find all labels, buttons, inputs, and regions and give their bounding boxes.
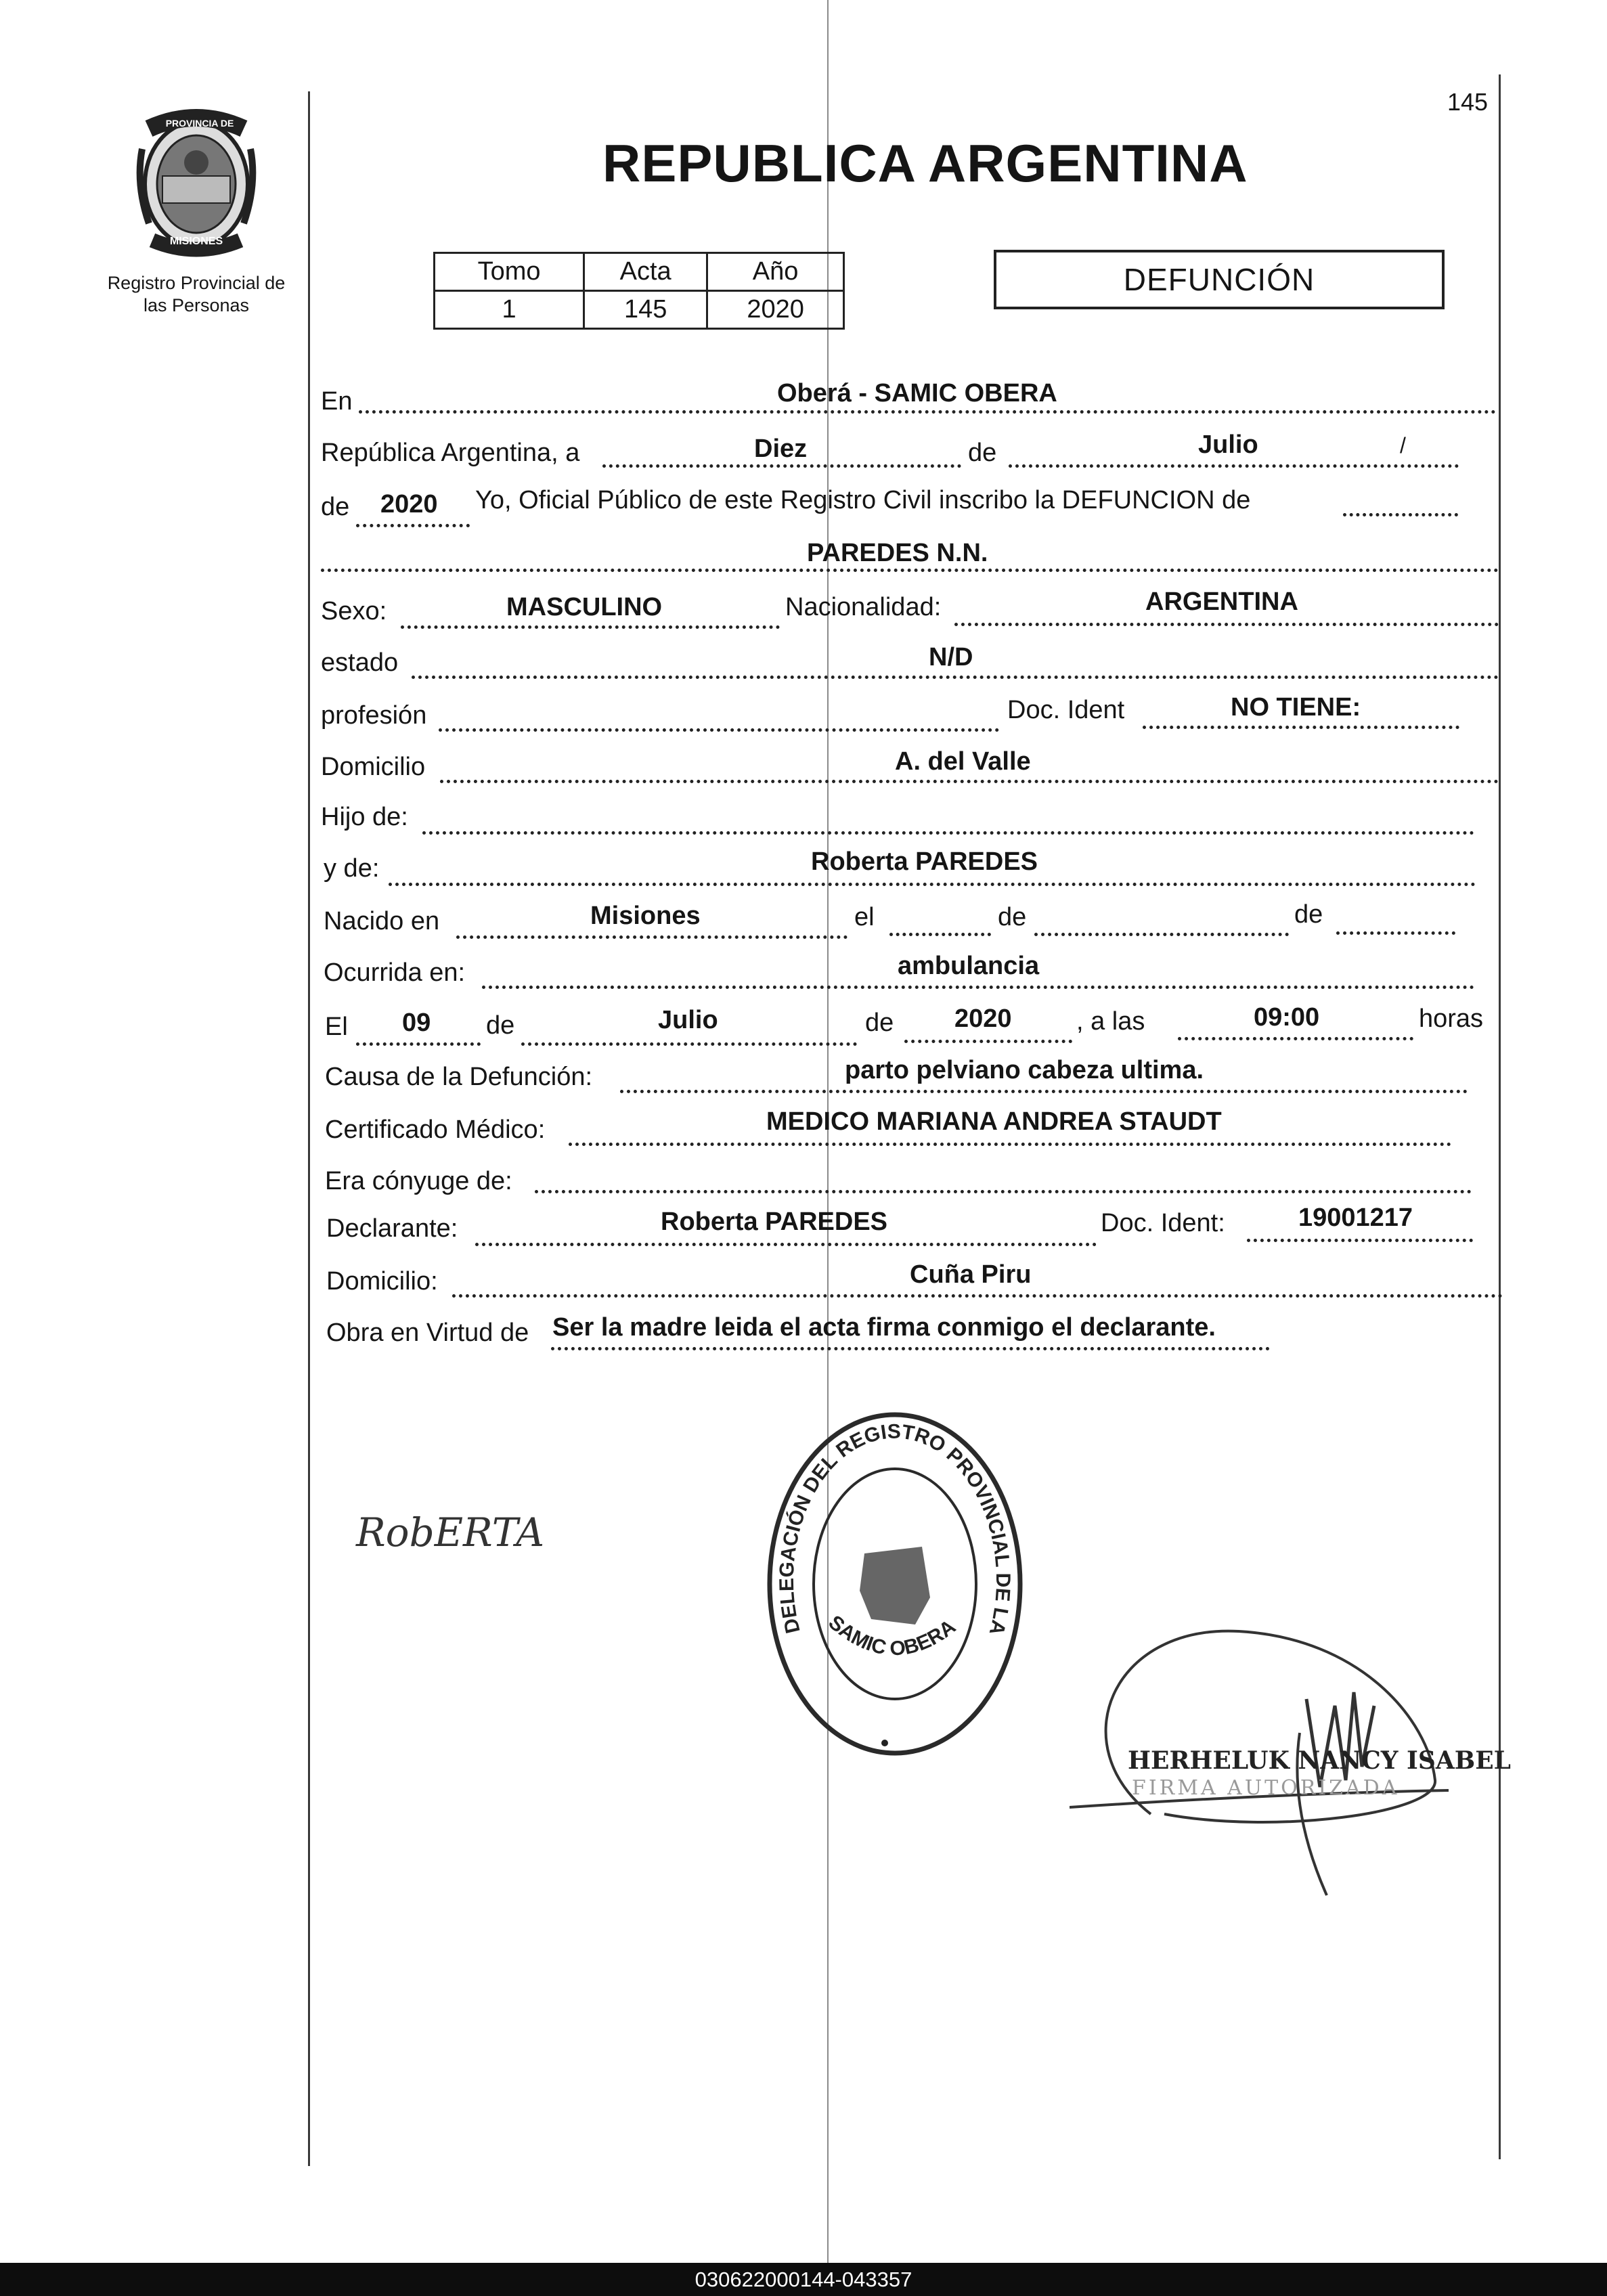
ocurrida-line: [482, 986, 1474, 989]
inscribo-text: Yo, Oficial Público de este Registro Civil inscribo la DEFUNCION de: [475, 486, 1251, 514]
certificado-label: Certificado Médico:: [325, 1116, 546, 1144]
seal-icon: [122, 108, 271, 257]
registry-caption: Registro Provincial de las Personas: [107, 273, 286, 315]
en-line: [359, 410, 1496, 414]
en-label: En: [321, 387, 353, 416]
hijo-label: Hijo de:: [321, 803, 408, 831]
obra-label: Obra en Virtud de: [326, 1319, 529, 1347]
declarante-label: Declarante:: [326, 1214, 458, 1243]
fall-dia-value: 09: [402, 1009, 431, 1037]
official-title: FIRMA AUTORIZADA: [1132, 1776, 1400, 1800]
nacionalidad-value: ARGENTINA: [1145, 588, 1298, 616]
anio-header: Año: [707, 253, 844, 291]
acta-value: 145: [584, 291, 707, 329]
stamp-inner-text: SAMIC OBERA: [824, 1611, 961, 1660]
registry-table: [433, 252, 845, 330]
anio-value: 2020: [707, 291, 844, 329]
page-number: 145: [1447, 88, 1489, 116]
left-margin-rule: [308, 91, 310, 2166]
seal-top-text: PROVINCIA DE: [165, 118, 234, 129]
estado-value: N/D: [929, 643, 973, 671]
mes-mark: /: [1400, 433, 1406, 458]
acta-header: Acta: [584, 253, 707, 291]
domicilio-value: A. del Valle: [895, 747, 1031, 776]
fall-de2-label: de: [865, 1009, 894, 1037]
nacionalidad-label: Nacionalidad:: [785, 593, 942, 621]
hora-value: 09:00: [1254, 1003, 1320, 1032]
hora-line: [1178, 1037, 1413, 1040]
domicilio2-value: Cuña Piru: [910, 1260, 1032, 1289]
tomo-header: Tomo: [435, 253, 584, 291]
nacido-line: [456, 935, 847, 939]
fall-dia-line: [356, 1042, 481, 1046]
sexo-line: [401, 625, 780, 629]
doc-ident-value: NO TIENE:: [1231, 693, 1361, 722]
doc-ident-line: [1143, 726, 1459, 729]
inscribo-line: [1343, 513, 1458, 516]
fall-de1-label: de: [486, 1011, 515, 1040]
fall-anio-line: [904, 1040, 1072, 1043]
fall-mes-line: [521, 1042, 857, 1046]
nacido-anio-line: [1336, 931, 1455, 935]
madre-line: [389, 883, 1476, 886]
de-label: de: [968, 439, 997, 467]
dia-line: [602, 464, 961, 468]
causa-label: Causa de la Defunción:: [325, 1063, 593, 1091]
obra-line: [551, 1347, 1270, 1350]
declarante-line: [475, 1243, 1097, 1246]
el-label: El: [325, 1013, 348, 1041]
sexo-label: Sexo:: [321, 597, 387, 625]
nacido-de2-label: de: [1294, 900, 1323, 929]
y-de-label: y de:: [324, 854, 380, 883]
estado-line: [412, 676, 1499, 679]
nombre-line: [321, 569, 1499, 572]
declarant-signature: RobERTA: [356, 1509, 545, 1555]
official-name: HERHELUK NANCY ISABEL: [1128, 1746, 1511, 1775]
doc-ident2-line: [1247, 1239, 1473, 1242]
madre-value: Roberta PAREDES: [811, 847, 1038, 876]
nacido-value: Misiones: [590, 902, 701, 930]
seal-bottom-text: MISIONES: [169, 236, 223, 247]
mes-value: Julio: [1198, 430, 1258, 459]
de-anio-label: de: [321, 493, 350, 521]
nacido-el-label: el: [854, 903, 875, 931]
anio-value: 2020: [380, 490, 438, 518]
nacido-label: Nacido en: [324, 907, 440, 935]
profesion-line: [439, 728, 999, 732]
republica-label: República Argentina, a: [321, 439, 580, 467]
document-code-footer: 030622000144-043357: [0, 2263, 1607, 2296]
right-margin-rule: [1499, 74, 1501, 2159]
nacionalidad-line: [954, 623, 1499, 626]
document-type-box: DEFUNCIÓN: [994, 250, 1445, 309]
fall-mes-value: Julio: [658, 1006, 718, 1034]
nacido-de1-label: de: [998, 903, 1027, 931]
stamp-outer-text: DELEGACIÓN DEL REGISTRO PROVINCIAL DE LA: [775, 1420, 1015, 1637]
registry-stamp: [753, 1401, 1037, 1767]
domicilio2-label: Domicilio:: [326, 1267, 438, 1296]
domicilio-label: Domicilio: [321, 753, 426, 781]
horas-label: horas: [1419, 1005, 1484, 1033]
domicilio2-line: [452, 1294, 1503, 1298]
doc-ident2-value: 19001217: [1298, 1204, 1413, 1232]
domicilio-line: [440, 780, 1499, 783]
fall-anio-value: 2020: [954, 1005, 1012, 1033]
causa-value: parto pelviano cabeza ultima.: [845, 1056, 1204, 1084]
certificado-line: [569, 1143, 1451, 1146]
ocurrida-label: Ocurrida en:: [324, 958, 466, 987]
doc-ident2-label: Doc. Ident:: [1101, 1209, 1225, 1237]
hijo-line: [422, 831, 1474, 835]
stamp-seal-icon: [753, 1401, 1037, 1767]
nombre-value: PAREDES N.N.: [807, 539, 988, 567]
en-value: Oberá - SAMIC OBERA: [777, 379, 1057, 407]
mes-line: [1009, 464, 1459, 468]
sexo-value: MASCULINO: [506, 593, 663, 621]
tomo-value: 1: [435, 291, 584, 329]
estado-label: estado: [321, 648, 399, 677]
page-title: REPUBLICA ARGENTINA: [602, 133, 1248, 193]
ocurrida-value: ambulancia: [898, 952, 1040, 980]
nacido-dia-line: [889, 933, 991, 936]
certificado-value: MEDICO MARIANA ANDREA STAUDT: [766, 1107, 1222, 1136]
nacido-mes-line: [1034, 933, 1289, 936]
official-signature: [1070, 1611, 1511, 1909]
obra-value: Ser la madre leida el acta firma conmigo el declarante.: [552, 1313, 1216, 1342]
provincia-misiones-seal: [122, 108, 271, 257]
profesion-label: profesión: [321, 701, 427, 730]
declarante-value: Roberta PAREDES: [661, 1208, 888, 1236]
causa-line: [620, 1090, 1468, 1093]
conyuge-line: [535, 1190, 1472, 1193]
doc-ident-label: Doc. Ident: [1007, 696, 1125, 724]
a-las-label: , a las: [1076, 1007, 1145, 1036]
anio-line: [356, 524, 470, 527]
conyuge-label: Era cónyuge de:: [325, 1167, 512, 1195]
dia-value: Diez: [754, 435, 808, 463]
